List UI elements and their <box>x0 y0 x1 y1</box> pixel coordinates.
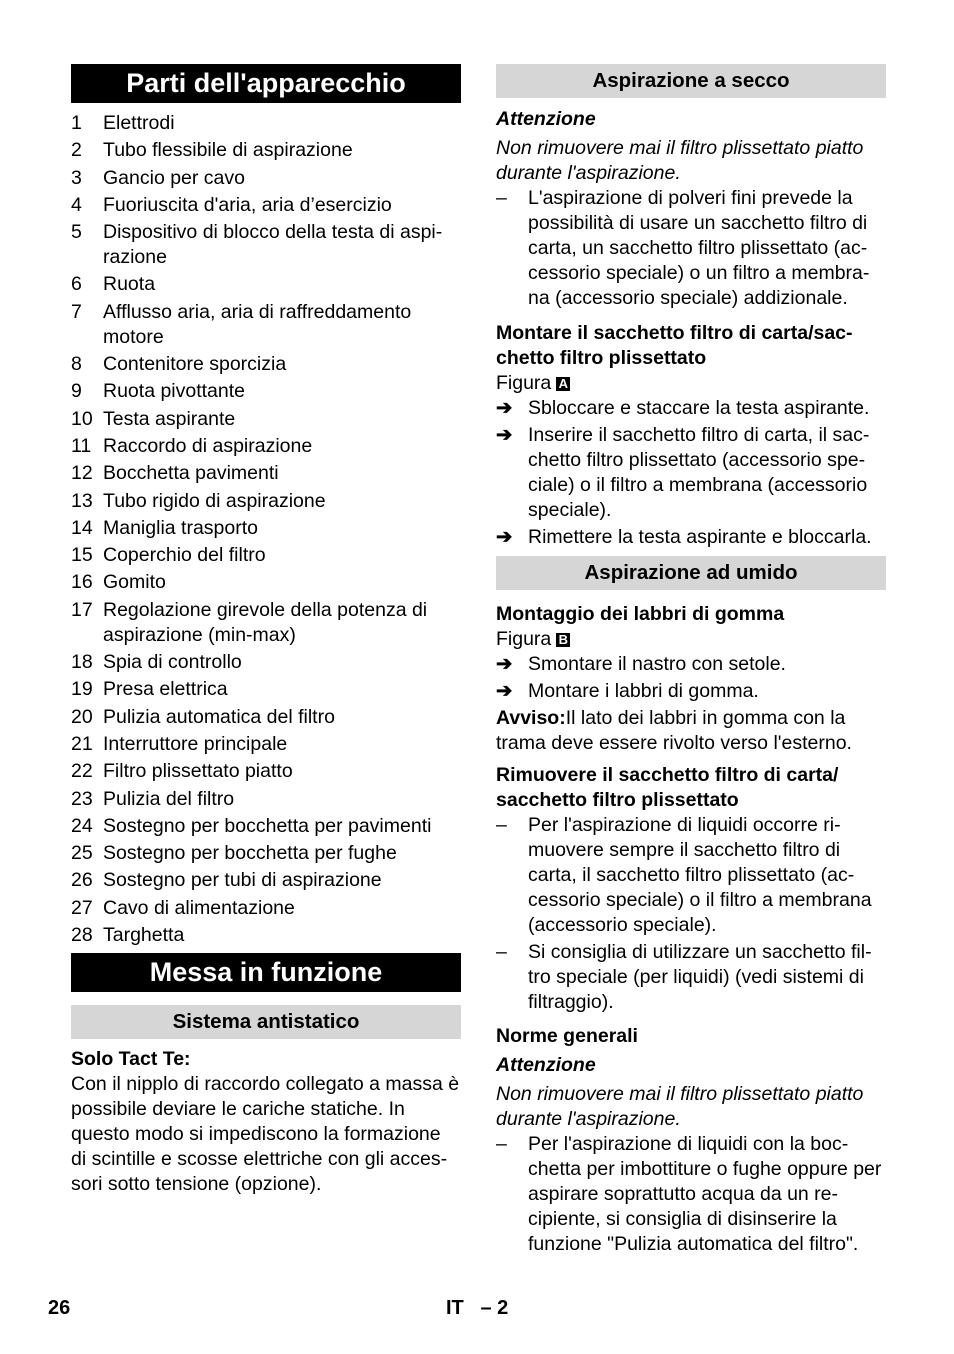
part-name: Interruttore principale <box>103 732 288 755</box>
antistatic-heading: Sistema antistatico <box>71 1005 461 1039</box>
part-list-item <box>71 923 461 948</box>
part-list-item <box>71 570 461 595</box>
dash-marker: – <box>496 814 507 836</box>
part-name: Gomito <box>103 571 166 594</box>
part-number: 20 <box>71 705 93 728</box>
mount-steps <box>496 396 886 550</box>
part-number: 13 <box>71 489 93 512</box>
part-list-item <box>71 705 461 730</box>
part-number: 23 <box>71 787 93 810</box>
part-name: Sostegno per tubi di aspirazione <box>103 869 382 892</box>
part-list-item <box>71 841 461 866</box>
part-number: 3 <box>71 166 82 189</box>
part-name: Coperchio del filtro <box>103 544 266 567</box>
part-number: 26 <box>71 869 93 892</box>
instruction-text: Montare i labbri di gomma. <box>528 680 759 702</box>
lips-heading: Montaggio dei labbri di gomma <box>496 603 785 625</box>
part-number: 5 <box>71 221 82 244</box>
lips-figure-ref <box>496 627 886 652</box>
arrow-icon: ➔ <box>496 680 513 702</box>
part-name: Testa aspirante <box>103 407 236 430</box>
figure-letter-a: A <box>556 377 570 391</box>
instruction-step <box>496 652 886 677</box>
notice-paragraph <box>496 706 886 756</box>
part-number: 15 <box>71 544 93 567</box>
part-list-item <box>71 650 461 675</box>
part-list-item <box>71 787 461 812</box>
dry-vacuum-heading: Aspirazione a secco <box>496 64 886 98</box>
instruction-step <box>496 423 886 523</box>
dash-marker: – <box>496 187 507 209</box>
part-number: 2 <box>71 139 82 162</box>
part-list-item <box>71 759 461 784</box>
part-name: Targhetta <box>103 924 185 947</box>
remove-bag-heading: Rimuovere il sacchetto filtro di carta/ sacchetto filtro plissettato <box>496 764 839 811</box>
instruction-step <box>496 679 886 704</box>
part-number: 14 <box>71 516 93 539</box>
general-dash-text: Per l'aspirazione di liquidi con la boc-chetta per imbottiture o fughe oppure per aspirare soprattutto acqua da un re-cipiente, si consiglia di disinserire la funzione "Pulizia automatica del filtro". <box>528 1133 882 1255</box>
right-column <box>496 64 886 1257</box>
part-list-item <box>71 677 461 702</box>
notice-text: Il lato dei labbri in gomma con la trama deve essere rivolto verso l'esterno. <box>496 707 852 754</box>
part-list-item <box>71 434 461 459</box>
part-list-item <box>71 300 461 350</box>
mount-bag-heading: Montare il sacchetto filtro di carta/sac-chetto filtro plissettato <box>496 322 853 369</box>
lips-steps <box>496 652 886 704</box>
instruction-text: Sbloccare e staccare la testa aspirante. <box>528 397 870 419</box>
part-list-item <box>71 138 461 163</box>
part-name: Regolazione girevole della potenza di aspirazione (min-max) <box>103 598 428 646</box>
part-name: Maniglia trasporto <box>103 516 258 539</box>
arrow-icon: ➔ <box>496 397 513 419</box>
part-list-item <box>71 166 461 191</box>
wet-vacuum-heading: Aspirazione ad umido <box>496 556 886 590</box>
general-dash-item <box>496 1132 886 1257</box>
general-attention-text: Non rimuovere mai il filtro plissettato piatto durante l'aspirazione. <box>496 1083 864 1130</box>
dry-dash-text: L'aspirazione di polveri fini prevede la possibilità di usare un sacchetto filtro di carta, un sacchetto filtro plissettato (ac-cessorio speciale) o un filtro a membra-na (accessorio speciale) addizionale. <box>528 187 870 309</box>
part-name: Filtro plissettato piatto <box>103 760 293 783</box>
dry-attention-label: Attenzione <box>496 108 596 130</box>
startup-heading: Messa in funzione <box>71 953 461 992</box>
part-name: Dispositivo di blocco della testa di aspi-razione <box>103 221 443 269</box>
part-list-item <box>71 379 461 404</box>
part-number: 21 <box>71 732 93 755</box>
part-number: 24 <box>71 814 93 837</box>
dry-dash-item <box>496 186 886 311</box>
part-name: Elettrodi <box>103 112 175 134</box>
mount-figure-ref <box>496 371 886 396</box>
dash-marker: – <box>496 941 507 963</box>
footer-section <box>446 1297 508 1320</box>
part-list-item <box>71 193 461 218</box>
part-name: Tubo rigido di aspirazione <box>103 489 326 512</box>
part-name: Cavo di alimentazione <box>103 896 295 919</box>
instruction-step <box>496 525 886 550</box>
part-list-item <box>71 868 461 893</box>
part-name: Pulizia automatica del filtro <box>103 705 335 728</box>
part-number: 1 <box>71 112 82 134</box>
arrow-icon: ➔ <box>496 424 513 446</box>
part-name: Ruota pivottante <box>103 380 246 403</box>
dash-item <box>496 940 886 1015</box>
part-number: 11 <box>71 434 92 457</box>
part-list-item <box>71 272 461 297</box>
figure-letter-b: B <box>556 633 570 647</box>
instruction-text: Smontare il nastro con setole. <box>528 653 786 675</box>
part-name: Contenitore sporcizia <box>103 353 287 376</box>
part-number: 16 <box>71 571 93 594</box>
left-column <box>71 64 461 1197</box>
part-list-item <box>71 407 461 432</box>
part-list-item <box>71 516 461 541</box>
part-name: Tubo flessibile di aspirazione <box>103 139 353 162</box>
part-name: Raccordo di aspirazione <box>103 434 313 457</box>
part-list-item <box>71 111 461 136</box>
part-list-item <box>71 543 461 568</box>
part-number: 19 <box>71 678 93 701</box>
part-list-item <box>71 896 461 921</box>
instruction-text: Rimettere la testa aspirante e bloccarla. <box>528 526 872 548</box>
part-number: 27 <box>71 896 93 919</box>
part-number: 28 <box>71 924 93 947</box>
part-list-item <box>71 489 461 514</box>
page-number: 26 <box>48 1297 71 1319</box>
part-number: 18 <box>71 651 93 674</box>
part-number: 9 <box>71 380 82 403</box>
figure-label: Figura <box>496 372 552 394</box>
part-list-item <box>71 461 461 486</box>
general-attention-label: Attenzione <box>496 1054 596 1076</box>
parts-list <box>71 111 461 948</box>
notice-label: Avviso: <box>496 707 566 729</box>
part-name: Pulizia del filtro <box>103 787 235 810</box>
part-number: 7 <box>71 300 82 323</box>
part-number: 12 <box>71 462 93 485</box>
part-name: Bocchetta pavimenti <box>103 462 279 485</box>
part-list-item <box>71 732 461 757</box>
part-list-item <box>71 814 461 839</box>
part-number: 25 <box>71 842 93 865</box>
part-name: Afflusso aria, aria di raffreddamento motore <box>103 300 412 348</box>
dry-attention-text: Non rimuovere mai il filtro plissettato piatto durante l'aspirazione. <box>496 137 864 184</box>
instruction-step <box>496 396 886 421</box>
part-name: Presa elettrica <box>103 678 228 701</box>
remove-dashes <box>496 813 886 1015</box>
part-list-item <box>71 352 461 377</box>
general-heading: Norme generali <box>496 1025 638 1047</box>
part-list-item <box>71 220 461 270</box>
part-number: 4 <box>71 193 82 216</box>
dash-text: Per l'aspirazione di liquidi occorre ri-muovere sempre il sacchetto filtro di carta, il sacchetto filtro plissettato (ac-cessorio speciale) o il filtro a membrana (accessorio speciale). <box>528 814 872 936</box>
part-name: Gancio per cavo <box>103 166 245 189</box>
part-number: 6 <box>71 273 82 296</box>
part-name: Sostegno per bocchetta per pavimenti <box>103 814 432 837</box>
part-number: 10 <box>71 407 93 430</box>
part-name: Spia di controllo <box>103 651 242 674</box>
part-number: 17 <box>71 598 93 621</box>
part-list-item <box>71 598 461 648</box>
parts-heading: Parti dell'apparecchio <box>71 64 461 103</box>
part-name: Fuoriuscita d'aria, aria d’esercizio <box>103 193 392 216</box>
footer-section-number: – 2 <box>480 1297 509 1319</box>
arrow-icon: ➔ <box>496 526 513 548</box>
instruction-text: Inserire il sacchetto filtro di carta, il sac-chetto filtro plissettato (accessorio spe-ciale) o il filtro a membrana (accessorio speciale). <box>528 424 870 521</box>
dash-item <box>496 813 886 938</box>
dash-text: Si consiglia di utilizzare un sacchetto fil-tro speciale (per liquidi) (vedi sistemi di filtraggio). <box>528 941 872 1013</box>
figure-label: Figura <box>496 628 552 650</box>
part-name: Ruota <box>103 273 156 296</box>
antistatic-text: Con il nipplo di raccordo collegato a massa è possibile deviare le cariche statiche. In questo modo si impediscono la formazione di scintille e scosse elettriche con gli acces-sori sotto tensione (opzione). <box>71 1073 460 1196</box>
footer-lang: IT <box>446 1297 464 1319</box>
part-number: 8 <box>71 353 82 376</box>
part-name: Sostegno per bocchetta per fughe <box>103 842 397 865</box>
dash-marker: – <box>496 1133 507 1155</box>
antistatic-lead: Solo Tact Te: <box>71 1048 191 1071</box>
arrow-icon: ➔ <box>496 653 513 675</box>
part-number: 22 <box>71 760 93 783</box>
